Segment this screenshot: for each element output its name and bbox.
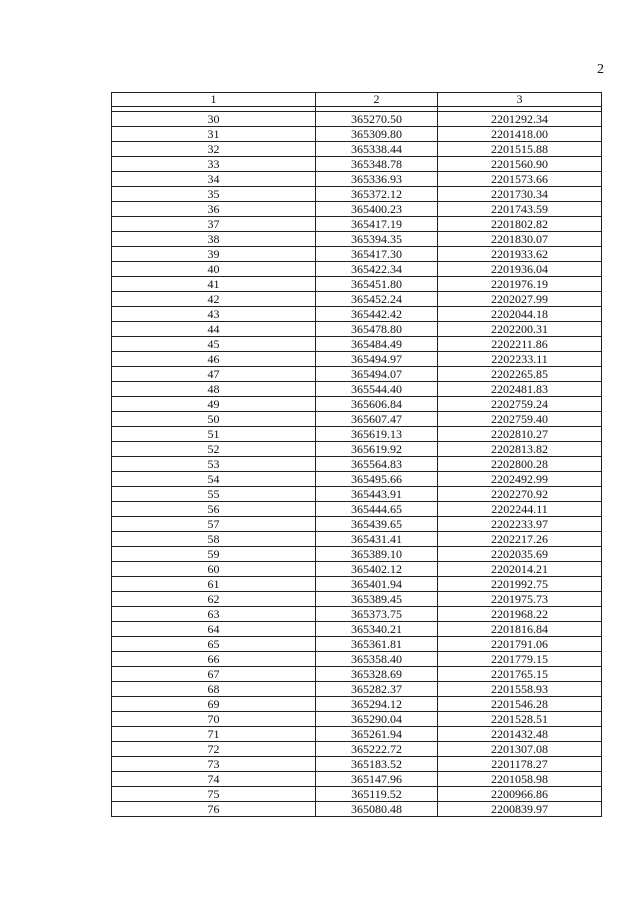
table-row (112, 697, 602, 712)
point-number-cell: 55 (112, 487, 316, 502)
point-number-cell: 34 (112, 172, 316, 187)
x-coordinate-cell: 365270.50 (316, 112, 438, 127)
y-coordinate-cell: 2201743.59 (438, 202, 602, 217)
y-coordinate-cell: 2201765.15 (438, 667, 602, 682)
x-coordinate-cell: 365348.78 (316, 157, 438, 172)
x-coordinate-cell: 365294.12 (316, 697, 438, 712)
y-coordinate-cell: 2202244.11 (438, 502, 602, 517)
x-coordinate-cell: 365147.96 (316, 772, 438, 787)
y-coordinate-cell: 2200839.97 (438, 802, 602, 817)
y-coordinate-cell: 2202027.99 (438, 292, 602, 307)
point-number-cell: 46 (112, 352, 316, 367)
x-coordinate-cell: 365361.81 (316, 637, 438, 652)
y-coordinate-cell: 2201418.00 (438, 127, 602, 142)
x-coordinate-cell: 365080.48 (316, 802, 438, 817)
y-coordinate-cell: 2201976.19 (438, 277, 602, 292)
point-number-cell: 58 (112, 532, 316, 547)
x-coordinate-cell: 365119.52 (316, 787, 438, 802)
y-coordinate-cell: 2202014.21 (438, 562, 602, 577)
x-coordinate-cell: 365309.80 (316, 127, 438, 142)
x-coordinate-cell: 365336.93 (316, 172, 438, 187)
point-number-cell: 38 (112, 232, 316, 247)
point-number-cell: 72 (112, 742, 316, 757)
table-row (112, 742, 602, 757)
table-row (112, 607, 602, 622)
table-row (112, 232, 602, 247)
x-coordinate-cell: 365544.40 (316, 382, 438, 397)
table-row (112, 802, 602, 817)
table-row (112, 592, 602, 607)
table-row (112, 772, 602, 787)
point-number-cell: 69 (112, 697, 316, 712)
y-coordinate-cell: 2201058.98 (438, 772, 602, 787)
x-coordinate-cell: 365340.21 (316, 622, 438, 637)
y-coordinate-cell: 2202217.26 (438, 532, 602, 547)
y-coordinate-cell: 2202233.11 (438, 352, 602, 367)
x-coordinate-cell: 365389.10 (316, 547, 438, 562)
y-coordinate-cell: 2202211.86 (438, 337, 602, 352)
point-number-cell: 70 (112, 712, 316, 727)
table-row (112, 202, 602, 217)
y-coordinate-cell: 2202044.18 (438, 307, 602, 322)
x-coordinate-cell: 365443.91 (316, 487, 438, 502)
x-coordinate-cell: 365389.45 (316, 592, 438, 607)
point-number-cell: 31 (112, 127, 316, 142)
point-number-cell: 44 (112, 322, 316, 337)
x-coordinate-cell: 365494.07 (316, 367, 438, 382)
x-coordinate-cell: 365328.69 (316, 667, 438, 682)
table-row (112, 577, 602, 592)
y-coordinate-cell: 2202759.40 (438, 412, 602, 427)
table-row (112, 307, 602, 322)
point-number-cell: 35 (112, 187, 316, 202)
table-row (112, 367, 602, 382)
y-coordinate-cell: 2202265.85 (438, 367, 602, 382)
y-coordinate-cell: 2201292.34 (438, 112, 602, 127)
x-coordinate-cell: 365261.94 (316, 727, 438, 742)
table-row (112, 652, 602, 667)
point-number-cell: 76 (112, 802, 316, 817)
table-row (112, 157, 602, 172)
y-coordinate-cell: 2201573.66 (438, 172, 602, 187)
table-row (112, 142, 602, 157)
point-number-cell: 33 (112, 157, 316, 172)
table-row (112, 352, 602, 367)
table-row (112, 217, 602, 232)
point-number-cell: 68 (112, 682, 316, 697)
table-row (112, 322, 602, 337)
y-coordinate-cell: 2201178.27 (438, 757, 602, 772)
table-row (112, 637, 602, 652)
x-coordinate-cell: 365495.66 (316, 472, 438, 487)
table-row (112, 337, 602, 352)
point-number-cell: 40 (112, 262, 316, 277)
y-coordinate-cell: 2201933.62 (438, 247, 602, 262)
table-row (112, 712, 602, 727)
y-coordinate-cell: 2201975.73 (438, 592, 602, 607)
table-row (112, 427, 602, 442)
table-row (112, 562, 602, 577)
table-row (112, 292, 602, 307)
header-col-2: 2 (316, 93, 438, 107)
point-number-cell: 74 (112, 772, 316, 787)
table-row (112, 442, 602, 457)
table-row (112, 502, 602, 517)
table-row (112, 112, 602, 127)
y-coordinate-cell: 2202200.31 (438, 322, 602, 337)
x-coordinate-cell: 365222.72 (316, 742, 438, 757)
point-number-cell: 42 (112, 292, 316, 307)
point-number-cell: 67 (112, 667, 316, 682)
y-coordinate-cell: 2201802.82 (438, 217, 602, 232)
x-coordinate-cell: 365358.40 (316, 652, 438, 667)
point-number-cell: 62 (112, 592, 316, 607)
y-coordinate-cell: 2201730.34 (438, 187, 602, 202)
point-number-cell: 37 (112, 217, 316, 232)
point-number-cell: 52 (112, 442, 316, 457)
y-coordinate-cell: 2202810.27 (438, 427, 602, 442)
y-coordinate-cell: 2201546.28 (438, 697, 602, 712)
x-coordinate-cell: 365401.94 (316, 577, 438, 592)
point-number-cell: 53 (112, 457, 316, 472)
table-row (112, 127, 602, 142)
x-coordinate-cell: 365452.24 (316, 292, 438, 307)
y-coordinate-cell: 2202270.92 (438, 487, 602, 502)
point-number-cell: 41 (112, 277, 316, 292)
point-number-cell: 43 (112, 307, 316, 322)
table-row (112, 757, 602, 772)
point-number-cell: 64 (112, 622, 316, 637)
x-coordinate-cell: 365619.13 (316, 427, 438, 442)
table-row (112, 682, 602, 697)
point-number-cell: 71 (112, 727, 316, 742)
y-coordinate-cell: 2202481.83 (438, 382, 602, 397)
table-row (112, 412, 602, 427)
table-row (112, 277, 602, 292)
point-number-cell: 51 (112, 427, 316, 442)
point-number-cell: 39 (112, 247, 316, 262)
table-row (112, 262, 602, 277)
point-number-cell: 36 (112, 202, 316, 217)
y-coordinate-cell: 2201307.08 (438, 742, 602, 757)
y-coordinate-cell: 2202813.82 (438, 442, 602, 457)
point-number-cell: 50 (112, 412, 316, 427)
point-number-cell: 65 (112, 637, 316, 652)
table-row (112, 457, 602, 472)
point-number-cell: 60 (112, 562, 316, 577)
table-row (112, 787, 602, 802)
y-coordinate-cell: 2202233.97 (438, 517, 602, 532)
y-coordinate-cell: 2201779.15 (438, 652, 602, 667)
point-number-cell: 63 (112, 607, 316, 622)
point-number-cell: 57 (112, 517, 316, 532)
table-row (112, 517, 602, 532)
x-coordinate-cell: 365431.41 (316, 532, 438, 547)
x-coordinate-cell: 365607.47 (316, 412, 438, 427)
table-row (112, 547, 602, 562)
y-coordinate-cell: 2202800.28 (438, 457, 602, 472)
point-number-cell: 54 (112, 472, 316, 487)
x-coordinate-cell: 365373.75 (316, 607, 438, 622)
y-coordinate-cell: 2202492.99 (438, 472, 602, 487)
table-row (112, 187, 602, 202)
point-number-cell: 49 (112, 397, 316, 412)
point-number-cell: 59 (112, 547, 316, 562)
point-number-cell: 32 (112, 142, 316, 157)
point-number-cell: 45 (112, 337, 316, 352)
x-coordinate-cell: 365338.44 (316, 142, 438, 157)
y-coordinate-cell: 2201992.75 (438, 577, 602, 592)
x-coordinate-cell: 365400.23 (316, 202, 438, 217)
x-coordinate-cell: 365394.35 (316, 232, 438, 247)
y-coordinate-cell: 2201515.88 (438, 142, 602, 157)
header-col-3: 3 (438, 93, 602, 107)
table-row (112, 622, 602, 637)
y-coordinate-cell: 2201432.48 (438, 727, 602, 742)
y-coordinate-cell: 2201968.22 (438, 607, 602, 622)
table-row (112, 472, 602, 487)
x-coordinate-cell: 365478.80 (316, 322, 438, 337)
table-row (112, 532, 602, 547)
x-coordinate-cell: 365372.12 (316, 187, 438, 202)
x-coordinate-cell: 365417.19 (316, 217, 438, 232)
point-number-cell: 75 (112, 787, 316, 802)
y-coordinate-cell: 2202759.24 (438, 397, 602, 412)
table-header-row (112, 93, 602, 107)
y-coordinate-cell: 2200966.86 (438, 787, 602, 802)
x-coordinate-cell: 365451.80 (316, 277, 438, 292)
table-row (112, 397, 602, 412)
y-coordinate-cell: 2201791.06 (438, 637, 602, 652)
point-number-cell: 48 (112, 382, 316, 397)
x-coordinate-cell: 365402.12 (316, 562, 438, 577)
x-coordinate-cell: 365439.65 (316, 517, 438, 532)
y-coordinate-cell: 2201816.84 (438, 622, 602, 637)
table-row (112, 382, 602, 397)
x-coordinate-cell: 365290.04 (316, 712, 438, 727)
point-number-cell: 56 (112, 502, 316, 517)
y-coordinate-cell: 2201830.07 (438, 232, 602, 247)
x-coordinate-cell: 365494.97 (316, 352, 438, 367)
y-coordinate-cell: 2201558.93 (438, 682, 602, 697)
table-row (112, 727, 602, 742)
table-row (112, 487, 602, 502)
x-coordinate-cell: 365606.84 (316, 397, 438, 412)
x-coordinate-cell: 365282.37 (316, 682, 438, 697)
x-coordinate-cell: 365442.42 (316, 307, 438, 322)
x-coordinate-cell: 365183.52 (316, 757, 438, 772)
x-coordinate-cell: 365564.83 (316, 457, 438, 472)
x-coordinate-cell: 365444.65 (316, 502, 438, 517)
y-coordinate-cell: 2202035.69 (438, 547, 602, 562)
y-coordinate-cell: 2201936.04 (438, 262, 602, 277)
point-number-cell: 73 (112, 757, 316, 772)
x-coordinate-cell: 365484.49 (316, 337, 438, 352)
point-number-cell: 47 (112, 367, 316, 382)
y-coordinate-cell: 2201560.90 (438, 157, 602, 172)
table-row (112, 172, 602, 187)
table-body (112, 107, 602, 817)
table-row (112, 667, 602, 682)
y-coordinate-cell: 2201528.51 (438, 712, 602, 727)
point-number-cell: 61 (112, 577, 316, 592)
point-number-cell: 66 (112, 652, 316, 667)
x-coordinate-cell: 365422.34 (316, 262, 438, 277)
x-coordinate-cell: 365417.30 (316, 247, 438, 262)
x-coordinate-cell: 365619.92 (316, 442, 438, 457)
page-number: 2 (597, 62, 604, 77)
table-row (112, 247, 602, 262)
point-number-cell: 30 (112, 112, 316, 127)
header-col-1: 1 (112, 93, 316, 107)
coordinates-table (111, 92, 602, 817)
